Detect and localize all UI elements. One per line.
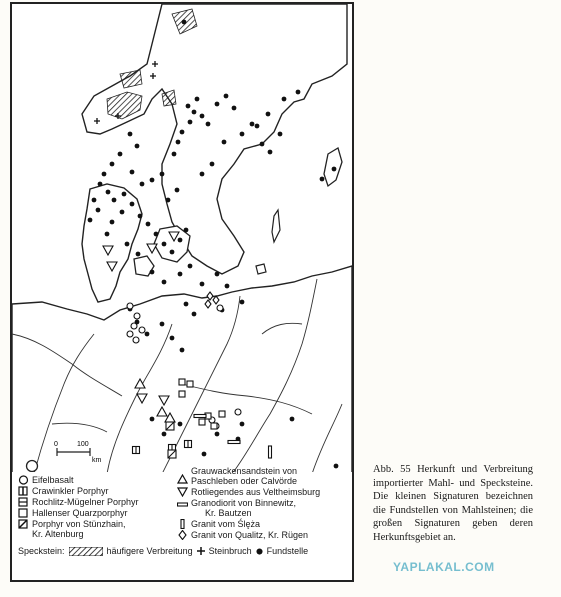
hallenser-site	[179, 379, 185, 385]
fundstelle-dot	[160, 172, 165, 177]
fundstelle-dot	[206, 122, 211, 127]
fundstelle-dot	[184, 228, 189, 233]
fundstelle-dot	[332, 167, 337, 172]
fundstelle-dot	[110, 220, 115, 225]
fundstelle-dot	[162, 280, 167, 285]
fundstelle-dot	[215, 272, 220, 277]
fundstelle-dot	[296, 90, 301, 95]
legend-label: Rotliegendes aus Veltheimsburg	[191, 487, 321, 497]
fundstelle-dot	[150, 270, 155, 275]
watermark: YAPLAKAL.COM	[393, 560, 495, 574]
fundstelle-dot	[188, 264, 193, 269]
fundstelle-dot	[128, 132, 133, 137]
fundstelle-dot	[145, 332, 150, 337]
fundstelle-dot	[172, 152, 177, 157]
fundstelle-dot	[150, 178, 155, 183]
fundstelle-dot	[210, 162, 215, 167]
legend-item-stuenzhain	[18, 519, 126, 539]
fundstelle-dot	[260, 142, 265, 147]
fundstelle-dot	[130, 170, 135, 175]
fundstelle-dot	[118, 152, 123, 157]
circle-icon	[18, 475, 29, 485]
speckstein-cross-label: Steinbruch	[208, 546, 252, 556]
legend-item-qualitz	[177, 530, 308, 540]
fundstelle-dot	[96, 208, 101, 213]
hallenser-site	[211, 423, 217, 429]
tall-rect-icon	[177, 519, 188, 529]
fundstelle-dot	[170, 250, 175, 255]
fundstelle-dot	[250, 122, 255, 127]
hallenser-site	[199, 419, 205, 425]
eifelbasalt-site	[127, 303, 133, 309]
eifelbasalt-site	[217, 305, 223, 311]
fundstelle-dot	[160, 322, 165, 327]
map-svg	[12, 4, 352, 474]
scale-unit: km	[92, 457, 102, 464]
legend-label-line1: Granodiorit von Binnewitz,	[191, 498, 297, 508]
legend-label: Crawinkler Porphyr	[32, 486, 109, 496]
rotliegendes-site	[147, 244, 157, 253]
hallenser-site	[219, 411, 225, 417]
jutland-land	[82, 184, 142, 302]
fundstelle-dot	[255, 124, 260, 129]
hallenser-site	[187, 381, 193, 387]
legend-label: Hallenser Quarzporphyr	[32, 508, 128, 518]
fundstelle-dot	[184, 302, 189, 307]
legend-item-granodiorit	[177, 498, 296, 518]
legend-item-grauwacke	[177, 466, 297, 486]
granodiorit-site	[194, 415, 206, 418]
fundstelle-dot	[125, 242, 130, 247]
legend-item-rochlitz	[18, 497, 139, 507]
fundstelle-dot	[176, 140, 181, 145]
legend-label: Granit von Qualitz, Kr. Rügen	[191, 530, 309, 540]
fundstelle-dot	[224, 94, 229, 99]
legend	[10, 466, 354, 582]
fundstelle-dot	[110, 162, 115, 167]
square-hatched-icon	[18, 519, 29, 529]
fundstelle-dot	[122, 192, 127, 197]
fundstelle-dot	[202, 452, 207, 457]
fundstelle-dot	[186, 104, 191, 109]
fundstelle-dot	[112, 198, 117, 203]
fundstelle-dot	[182, 20, 187, 25]
speckstein-label: Speckstein:	[18, 546, 65, 556]
fundstelle-dot	[225, 284, 230, 289]
fundstelle-dot	[120, 210, 125, 215]
eifelbasalt-site	[139, 327, 145, 333]
hallenser-site	[179, 391, 185, 397]
fundstelle-dot	[154, 232, 159, 237]
fundstelle-dot	[180, 348, 185, 353]
fundstelle-dot	[240, 300, 245, 305]
legend-label-line2: Kr. Altenburg	[32, 529, 84, 539]
scale-hundred: 100	[77, 441, 89, 448]
fundstelle-dot	[290, 417, 295, 422]
fundstelle-dot	[268, 150, 273, 155]
legend-label	[32, 519, 126, 539]
granodiorit-site	[228, 441, 240, 444]
fundstelle-dot	[240, 422, 245, 427]
triangle-up-icon	[177, 474, 188, 484]
fundstelle-dot	[170, 336, 175, 341]
fundstelle-dot	[102, 172, 107, 177]
speckstein-dot-label: Fundstelle	[266, 546, 309, 556]
fundstelle-dot	[215, 102, 220, 107]
fundstelle-dot	[130, 202, 135, 207]
continent-coast	[12, 266, 352, 474]
legend-label-line1: Grauwackensandstein von	[191, 466, 298, 476]
cross-icon	[197, 547, 205, 555]
legend-label: Granit vom Ślęża	[191, 519, 261, 529]
fundstelle-dot	[178, 272, 183, 277]
fundstelle-dot	[266, 112, 271, 117]
sleza-site	[269, 446, 272, 458]
fundstelle-dot	[178, 422, 183, 427]
eifelbasalt-site	[133, 337, 139, 343]
fundstelle-dot	[98, 182, 103, 187]
distribution-map	[10, 2, 354, 474]
fundstelle-dot	[105, 232, 110, 237]
fundstelle-dot	[320, 177, 325, 182]
fundstelle-dot	[162, 432, 167, 437]
fundstelle-dot	[200, 114, 205, 119]
fundstelle-dot	[188, 120, 193, 125]
legend-label	[191, 466, 297, 486]
fundstelle-dot	[140, 182, 145, 187]
fundstelle-dot	[240, 132, 245, 137]
fundstelle-dot	[192, 312, 197, 317]
speckstein-hatch-label: häufigere Verbreitung	[106, 546, 193, 556]
fundstelle-dot	[138, 214, 143, 219]
fundstelle-dot	[195, 97, 200, 102]
fundstelle-dot	[106, 190, 111, 195]
bar-icon	[177, 500, 188, 510]
diamond-icon	[177, 530, 188, 540]
legend-item-rotliegendes	[177, 487, 320, 497]
eifelbasalt-site	[127, 331, 133, 337]
legend-label: Rochlitz-Mügelner Porphyr	[32, 497, 139, 507]
fundstelle-dot	[334, 464, 339, 469]
eifelbasalt-site	[131, 323, 137, 329]
square-icon	[18, 508, 29, 518]
fundstelle-dot	[135, 144, 140, 149]
fundstelle-dot	[166, 198, 171, 203]
fundstelle-dot	[136, 252, 141, 257]
fundstelle-dot	[175, 188, 180, 193]
square-line-icon	[18, 497, 29, 507]
eifel-source-marker	[27, 461, 38, 472]
legend-item-hallenser	[18, 508, 128, 518]
legend-speckstein-row	[18, 546, 308, 556]
figure-caption: Abb. 55 Herkunft und Verbreitung importierter Mahl- und Specksteine. Die kleinen Signaturen bezeichnen die Fundstellen von Mahlsteinen; die großen Signaturen geben deren Herkunftsgebiet an.	[373, 464, 533, 543]
square-bar-icon	[18, 486, 29, 496]
legend-label-line1: Porphyr von Stünzhain,	[32, 519, 126, 529]
legend-item-sleza	[177, 519, 260, 529]
legend-label	[191, 498, 296, 518]
triangle-down-icon	[177, 487, 188, 497]
hatch-swatch-icon	[69, 547, 103, 556]
eifelbasalt-site	[235, 409, 241, 415]
scale-zero: 0	[54, 441, 58, 448]
legend-label: Eifelbasalt	[32, 475, 74, 485]
fundstelle-dot	[222, 140, 227, 145]
fundstelle-dot	[178, 238, 183, 243]
fundstelle-dot	[150, 417, 155, 422]
fundstelle-dot	[200, 282, 205, 287]
fundstelle-dot	[282, 97, 287, 102]
fundstelle-dot	[92, 198, 97, 203]
fundstelle-dot	[88, 218, 93, 223]
legend-label-line2: Kr. Bautzen	[205, 508, 252, 518]
fundstelle-dot	[192, 110, 197, 115]
fundstelle-dot	[162, 242, 167, 247]
fundstelle-dot	[232, 106, 237, 111]
fundstelle-dot	[200, 172, 205, 177]
fundstelle-dot	[215, 432, 220, 437]
fundstelle-dot	[278, 132, 283, 137]
legend-label-line2: Paschleben oder Calvörde	[191, 476, 298, 486]
fundstelle-dot	[180, 130, 185, 135]
legend-item-crawinkler	[18, 486, 109, 496]
eifelbasalt-site	[134, 313, 140, 319]
legend-item-eifelbasalt	[18, 475, 74, 485]
oland-island	[272, 210, 280, 242]
dot-icon	[256, 548, 263, 555]
fundstelle-dot	[146, 222, 151, 227]
bornholm-island	[256, 264, 266, 274]
